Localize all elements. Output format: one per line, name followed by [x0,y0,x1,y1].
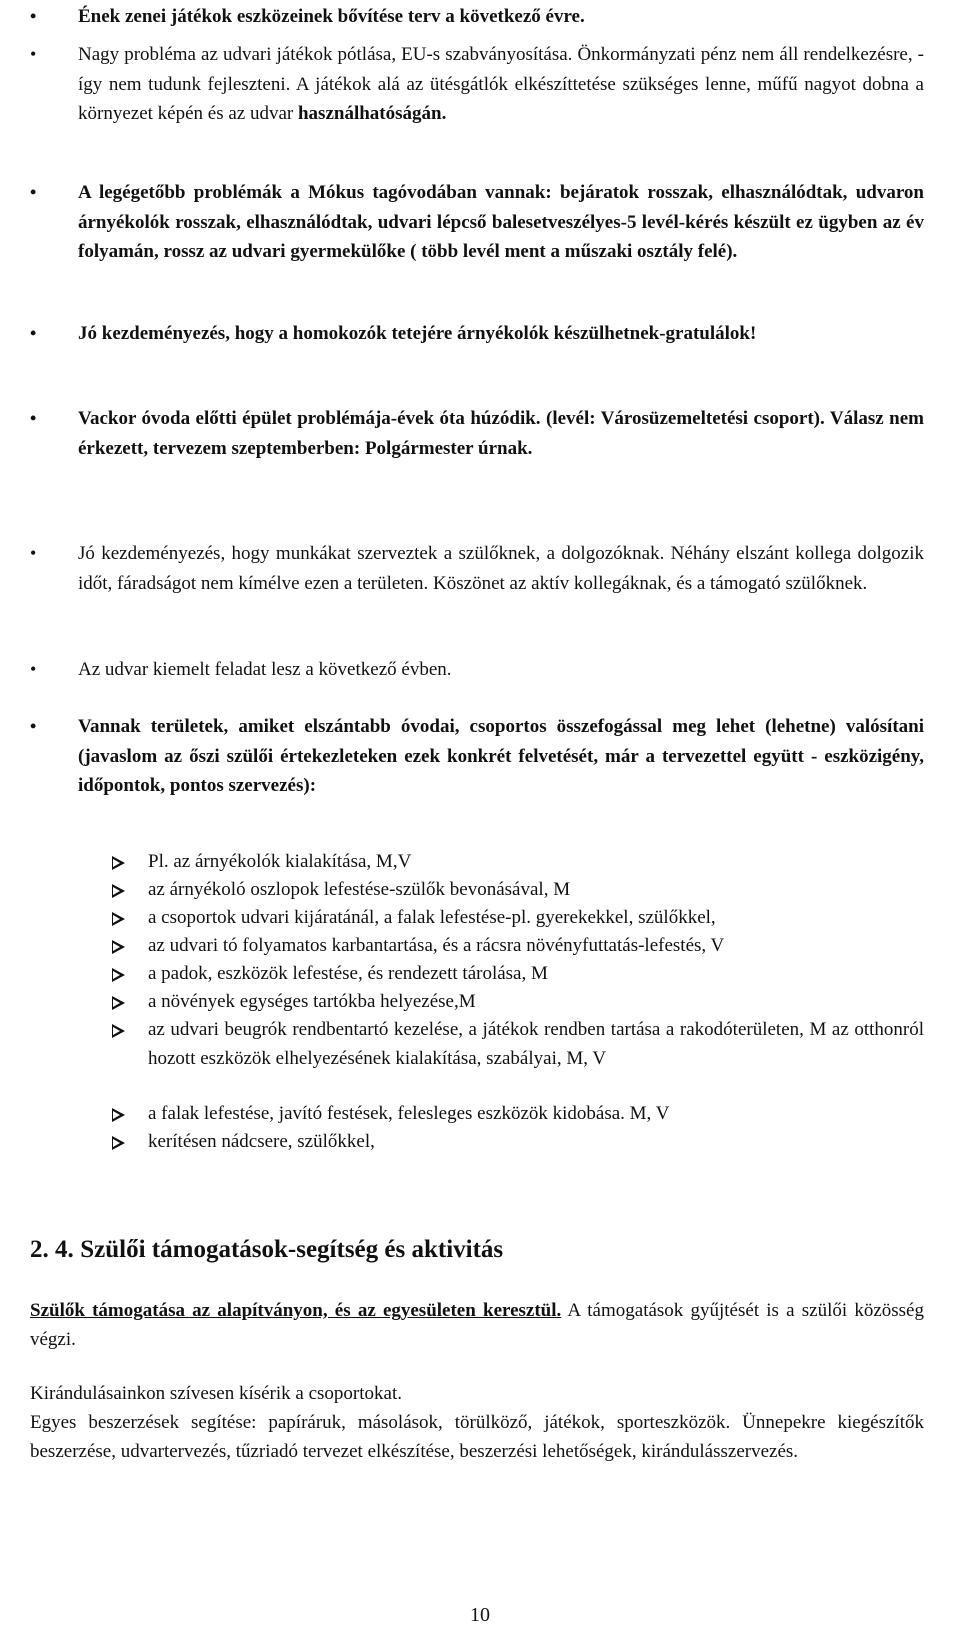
bullet-item-4: • Jó kezdeményezés, hogy a homokozók tetejére árnyékolók készülhetnek-gratulálok! [78,319,924,349]
support-rest-text: A támogatások gyűjtését is a szülői közösség végzi. [30,1300,924,1350]
bullet-item-1: • Ének zenei játékok eszközeinek bővítése terv a következő évre. [78,2,924,32]
arrow-item-2: az árnyékoló oszlopok lefestése-szülők bevonásával, M [148,876,924,905]
page-number: 10 [470,1604,490,1626]
arrow-item-6: a növények egységes tartókba helyezése,M [148,988,924,1017]
paragraph-purchases: Egyes beszerzések segítése: papíráruk, másolások, törülköző, játékok, sporteszközök. Ünnepekre kiegészítők beszerzése, udvartervezés, tűzriadó tervezet elkészítése, beszerzési lehetőségek, kirándulásszervezés. [30,1412,924,1462]
paragraph-trips: Kirándulásainkon szívesen kísérik a csoportokat. [30,1383,402,1404]
support-underlined-text: Szülők támogatása az alapítványon, és az egyesületen keresztül. [30,1300,562,1321]
bullet-item-2-bold-end: használhatóságán. [297,103,447,124]
bullet-item-2-text: Nagy probléma az udvari játékok pótlása, EU-s szabványosítása. Önkormányzati pénz nem áll rendelkezésre, - így nem tudunk fejleszteni. A játékok alá az ütésgátlók elkészíttetése szükséges lenne, műfű nagyot dobna a környezet képén és az udvar [78,44,924,124]
bullet-item-7: • Az udvar kiemelt feladat lesz a következő évben. [78,655,924,685]
arrow-item-1: Pl. az árnyékolók kialakítása, M,V [148,848,924,877]
arrow-item-9: kerítésen nádcsere, szülőkkel, [148,1128,924,1157]
bullet-item-6: • Jó kezdeményezés, hogy munkákat szerveztek a szülőknek, a dolgozóknak. Néhány elszánt kollega dolgozik időt, fáradságot nem kímélve ezen a területen. Köszönet az aktív kollegáknak, és a támogató szülőknek. [78,539,924,598]
bullet-item-8: • Vannak területek, amiket elszántabb óvodai, csoportos összefogással meg lehet (lehetne) valósítani (javaslom az őszi szülői értekezleteken ezek konkrét felvetését, már a tervezettel együtt - eszközigény, időpontok, pontos szervezés): [78,712,924,801]
arrow-item-4: az udvari tó folyamatos karbantartása, és a rácsra növényfuttatás-lefestés, V [148,932,924,961]
section-heading [30,1236,503,1264]
section-title: Szülői támogatások-segítség és aktivitás [80,1236,504,1263]
paragraph-support [30,1296,924,1354]
bullet-item-5: • Vackor óvoda előtti épület problémája-évek óta húzódik. (levél: Városüzemeltetési csoport). Válasz nem érkezett, tervezem szeptemberben: Polgármester úrnak. [78,404,924,463]
arrow-item-3: a csoportok udvari kijáratánál, a falak lefestése-pl. gyerekekkel, szülőkkel, [148,904,924,933]
section-number: 2. 4. [30,1236,74,1263]
arrow-item-7: az udvari beugrók rendbentartó kezelése, a játékok rendben tartása a rakodóterületen, M az otthonról hozott eszközök elhelyezésének kialakítása, szabályai, M, V [148,1016,924,1073]
arrow-item-5: a padok, eszközök lefestése, és rendezett tárolása, M [148,960,924,989]
arrow-item-8: a falak lefestése, javító festések, felesleges eszközök kidobása. M, V [148,1100,924,1129]
bullet-item-3: • A legégetőbb problémák a Mókus tagóvodában vannak: bejáratok rosszak, elhasználódtak, udvaron árnyékolók rosszak, elhasználódtak, udvari lépcső balesetveszélyes-5 levél-kérés készült ez ügyben az év folyamán, rossz az udvari gyermekülőke ( több levél ment a műszaki osztály felé). [78,178,924,267]
bullet-item-2 [78,40,924,129]
